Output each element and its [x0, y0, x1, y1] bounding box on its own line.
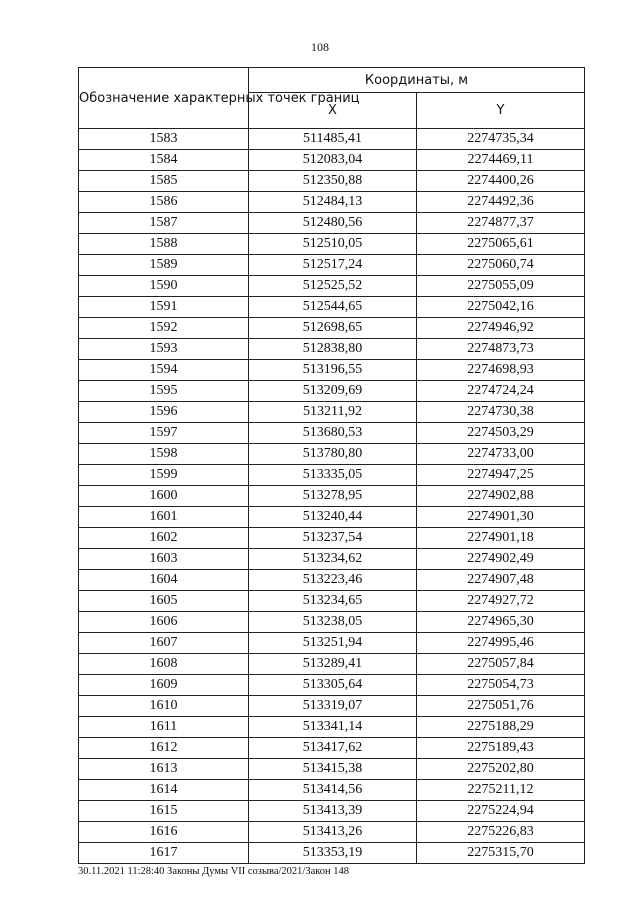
x-coordinate-cell: 512517,24 — [249, 255, 417, 276]
table-row — [79, 129, 585, 150]
table-row — [79, 633, 585, 654]
x-coordinate-cell: 513211,92 — [249, 402, 417, 423]
table-row — [79, 570, 585, 591]
y-coordinate-cell: 2275202,80 — [417, 759, 585, 780]
x-coordinate-cell: 512698,65 — [249, 318, 417, 339]
table-row — [79, 549, 585, 570]
point-id-cell: 1590 — [79, 276, 249, 297]
table-row — [79, 696, 585, 717]
y-coordinate-cell: 2275224,94 — [417, 801, 585, 822]
x-coordinate-cell: 512525,52 — [249, 276, 417, 297]
point-id-cell: 1600 — [79, 486, 249, 507]
y-coordinate-cell: 2275189,43 — [417, 738, 585, 759]
table-body — [79, 129, 585, 864]
y-coordinate-cell: 2274965,30 — [417, 612, 585, 633]
point-id-cell: 1585 — [79, 171, 249, 192]
point-id-cell: 1584 — [79, 150, 249, 171]
x-coordinate-cell: 513341,14 — [249, 717, 417, 738]
x-coordinate-cell: 513417,62 — [249, 738, 417, 759]
table-row — [79, 213, 585, 234]
x-coordinate-cell: 513305,64 — [249, 675, 417, 696]
y-coordinate-cell: 2274730,38 — [417, 402, 585, 423]
table-row — [79, 486, 585, 507]
table-row — [79, 297, 585, 318]
y-coordinate-cell: 2275051,76 — [417, 696, 585, 717]
y-coordinate-cell: 2275211,12 — [417, 780, 585, 801]
point-id-cell: 1617 — [79, 843, 249, 864]
x-coordinate-cell: 512480,56 — [249, 213, 417, 234]
point-id-cell: 1601 — [79, 507, 249, 528]
y-coordinate-cell: 2275226,83 — [417, 822, 585, 843]
y-coordinate-cell: 2274492,36 — [417, 192, 585, 213]
point-id-cell: 1606 — [79, 612, 249, 633]
x-coordinate-cell: 513223,46 — [249, 570, 417, 591]
y-coordinate-cell: 2274724,24 — [417, 381, 585, 402]
x-coordinate-cell: 512510,05 — [249, 234, 417, 255]
y-coordinate-cell: 2275315,70 — [417, 843, 585, 864]
y-coordinate-cell: 2275065,61 — [417, 234, 585, 255]
point-id-cell: 1591 — [79, 297, 249, 318]
table-row — [79, 738, 585, 759]
coordinates-table — [78, 67, 585, 864]
table-row — [79, 654, 585, 675]
x-coordinate-cell: 513251,94 — [249, 633, 417, 654]
x-coordinate-cell: 513196,55 — [249, 360, 417, 381]
x-coordinate-cell: 513240,44 — [249, 507, 417, 528]
point-id-cell: 1616 — [79, 822, 249, 843]
y-coordinate-cell: 2274877,37 — [417, 213, 585, 234]
point-id-cell: 1589 — [79, 255, 249, 276]
x-coordinate-cell: 512838,80 — [249, 339, 417, 360]
table-row — [79, 402, 585, 423]
x-coordinate-cell: 513209,69 — [249, 381, 417, 402]
y-coordinate-cell: 2274902,49 — [417, 549, 585, 570]
point-id-cell: 1597 — [79, 423, 249, 444]
header-coordinates: Координаты, м — [249, 68, 585, 93]
y-coordinate-cell: 2275060,74 — [417, 255, 585, 276]
point-id-cell: 1598 — [79, 444, 249, 465]
table-row — [79, 507, 585, 528]
x-coordinate-cell: 513415,38 — [249, 759, 417, 780]
point-id-cell: 1596 — [79, 402, 249, 423]
y-coordinate-cell: 2274995,46 — [417, 633, 585, 654]
table-row — [79, 444, 585, 465]
y-coordinate-cell: 2275042,16 — [417, 297, 585, 318]
x-coordinate-cell: 513237,54 — [249, 528, 417, 549]
point-id-cell: 1614 — [79, 780, 249, 801]
y-coordinate-cell: 2274901,30 — [417, 507, 585, 528]
x-coordinate-cell: 512484,13 — [249, 192, 417, 213]
table-row — [79, 675, 585, 696]
x-coordinate-cell: 512544,65 — [249, 297, 417, 318]
x-coordinate-cell: 513413,26 — [249, 822, 417, 843]
point-id-cell: 1602 — [79, 528, 249, 549]
header-point-label: Обозначение характерных точек границ — [79, 68, 249, 129]
y-coordinate-cell: 2274698,93 — [417, 360, 585, 381]
x-coordinate-cell: 512350,88 — [249, 171, 417, 192]
point-id-cell: 1615 — [79, 801, 249, 822]
table-row — [79, 780, 585, 801]
point-id-cell: 1607 — [79, 633, 249, 654]
point-id-cell: 1605 — [79, 591, 249, 612]
y-coordinate-cell: 2274400,26 — [417, 171, 585, 192]
point-id-cell: 1599 — [79, 465, 249, 486]
point-id-cell: 1613 — [79, 759, 249, 780]
x-coordinate-cell: 513680,53 — [249, 423, 417, 444]
y-coordinate-cell: 2275057,84 — [417, 654, 585, 675]
x-coordinate-cell: 513278,95 — [249, 486, 417, 507]
point-id-cell: 1612 — [79, 738, 249, 759]
table-row — [79, 822, 585, 843]
table-row — [79, 150, 585, 171]
table-row — [79, 528, 585, 549]
x-coordinate-cell: 513780,80 — [249, 444, 417, 465]
x-coordinate-cell: 512083,04 — [249, 150, 417, 171]
point-id-cell: 1611 — [79, 717, 249, 738]
y-coordinate-cell: 2274907,48 — [417, 570, 585, 591]
y-coordinate-cell: 2274503,29 — [417, 423, 585, 444]
x-coordinate-cell: 513414,56 — [249, 780, 417, 801]
x-coordinate-cell: 513335,05 — [249, 465, 417, 486]
y-coordinate-cell: 2274469,11 — [417, 150, 585, 171]
header-x: X — [249, 93, 417, 129]
x-coordinate-cell: 513289,41 — [249, 654, 417, 675]
point-id-cell: 1609 — [79, 675, 249, 696]
x-coordinate-cell: 513234,65 — [249, 591, 417, 612]
y-coordinate-cell: 2274901,18 — [417, 528, 585, 549]
x-coordinate-cell: 513413,39 — [249, 801, 417, 822]
table-row — [79, 255, 585, 276]
table-row — [79, 234, 585, 255]
point-id-cell: 1592 — [79, 318, 249, 339]
y-coordinate-cell: 2274946,92 — [417, 318, 585, 339]
x-coordinate-cell: 513238,05 — [249, 612, 417, 633]
y-coordinate-cell: 2275055,09 — [417, 276, 585, 297]
y-coordinate-cell: 2274902,88 — [417, 486, 585, 507]
point-id-cell: 1610 — [79, 696, 249, 717]
table-row — [79, 591, 585, 612]
table-row — [79, 612, 585, 633]
point-id-cell: 1587 — [79, 213, 249, 234]
table-row — [79, 843, 585, 864]
point-id-cell: 1604 — [79, 570, 249, 591]
table-row — [79, 276, 585, 297]
point-id-cell: 1594 — [79, 360, 249, 381]
table-row — [79, 192, 585, 213]
x-coordinate-cell: 513319,07 — [249, 696, 417, 717]
document-footer: 30.11.2021 11:28:40 Законы Думы VII созыва/2021/Закон 148 — [78, 866, 350, 877]
point-id-cell: 1595 — [79, 381, 249, 402]
table-row — [79, 318, 585, 339]
table-row — [79, 381, 585, 402]
y-coordinate-cell: 2274735,34 — [417, 129, 585, 150]
table-row — [79, 717, 585, 738]
table-row — [79, 339, 585, 360]
point-id-cell: 1583 — [79, 129, 249, 150]
x-coordinate-cell: 513234,62 — [249, 549, 417, 570]
table-row — [79, 465, 585, 486]
table-row — [79, 360, 585, 381]
y-coordinate-cell: 2274947,25 — [417, 465, 585, 486]
table-row — [79, 423, 585, 444]
x-coordinate-cell: 513353,19 — [249, 843, 417, 864]
table-row — [79, 171, 585, 192]
y-coordinate-cell: 2275188,29 — [417, 717, 585, 738]
point-id-cell: 1608 — [79, 654, 249, 675]
table-row — [79, 801, 585, 822]
y-coordinate-cell: 2274873,73 — [417, 339, 585, 360]
point-id-cell: 1588 — [79, 234, 249, 255]
table-row — [79, 759, 585, 780]
point-id-cell: 1603 — [79, 549, 249, 570]
y-coordinate-cell: 2274733,00 — [417, 444, 585, 465]
point-id-cell: 1593 — [79, 339, 249, 360]
x-coordinate-cell: 511485,41 — [249, 129, 417, 150]
point-id-cell: 1586 — [79, 192, 249, 213]
page-number: 108 — [311, 40, 329, 54]
header-y: Y — [417, 93, 585, 129]
y-coordinate-cell: 2275054,73 — [417, 675, 585, 696]
y-coordinate-cell: 2274927,72 — [417, 591, 585, 612]
